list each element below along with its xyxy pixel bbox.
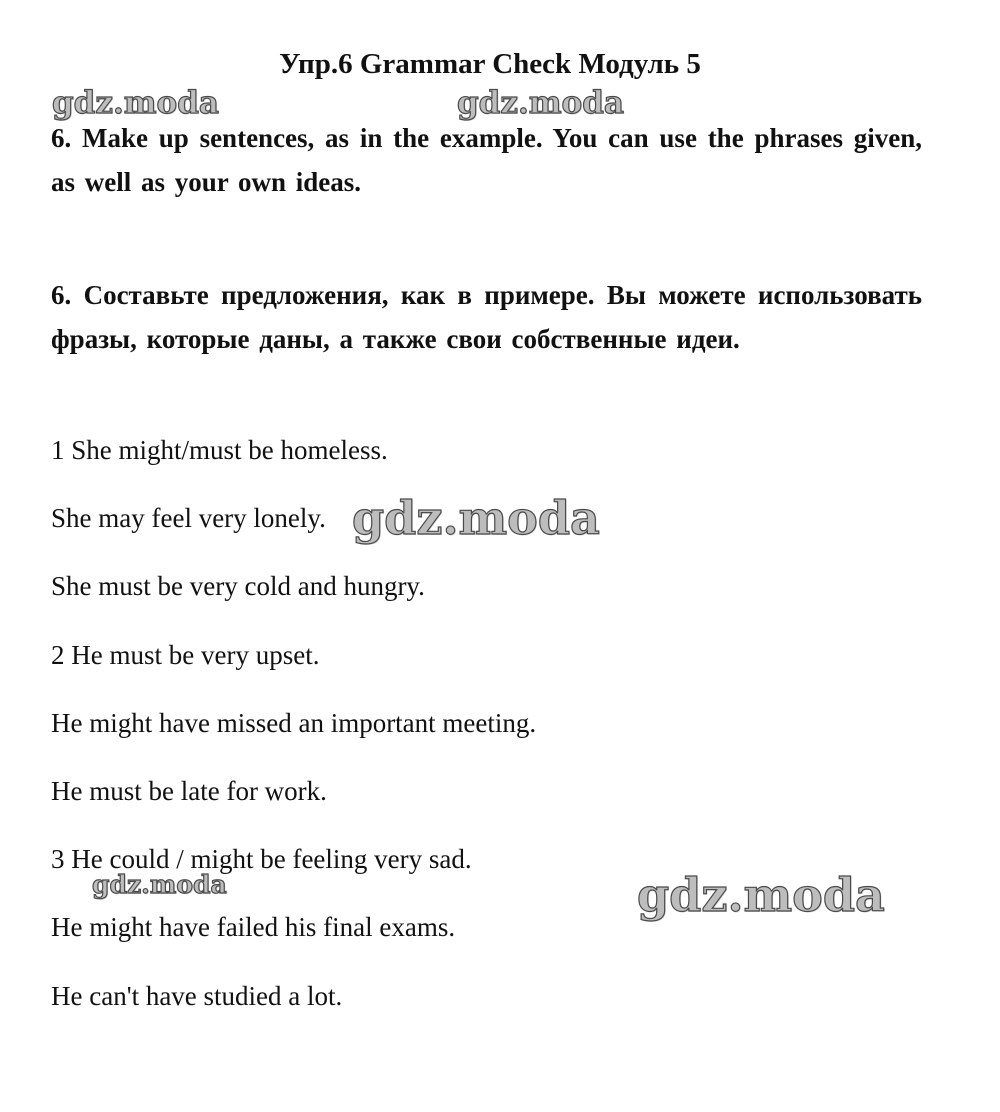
answer-line: He can't have studied a lot. bbox=[51, 981, 343, 1011]
watermark: gdz.moda bbox=[92, 870, 227, 899]
answer-line: He might have failed his final exams. bbox=[51, 912, 456, 942]
task-english: 6. Make up sentences, as in the example. You can use the phrases given, as well as your own ideas. bbox=[51, 123, 922, 197]
watermark: gdz.moda bbox=[352, 491, 600, 545]
watermark: gdz.moda bbox=[52, 85, 219, 121]
answer-line: He must be late for work. bbox=[51, 776, 327, 806]
answer-line: She must be very cold and hungry. bbox=[51, 571, 425, 601]
answer-line: 1 She might/must be homeless. bbox=[51, 435, 388, 465]
watermark: gdz.moda bbox=[637, 868, 885, 922]
answer-line: She may feel very lonely. bbox=[51, 503, 326, 533]
task-russian: 6. Составьте предложения, как в примере. Вы можете использовать фразы, которые даны, а также свои собственные идеи. bbox=[51, 280, 922, 354]
answer-line: 3 He could / might be feeling very sad. bbox=[51, 844, 472, 874]
page-title: Упр.6 Grammar Check Модуль 5 bbox=[279, 48, 701, 80]
answer-line: He might have missed an important meeting. bbox=[51, 708, 537, 738]
watermark: gdz.moda bbox=[457, 85, 624, 121]
answer-line: 2 He must be very upset. bbox=[51, 640, 320, 670]
